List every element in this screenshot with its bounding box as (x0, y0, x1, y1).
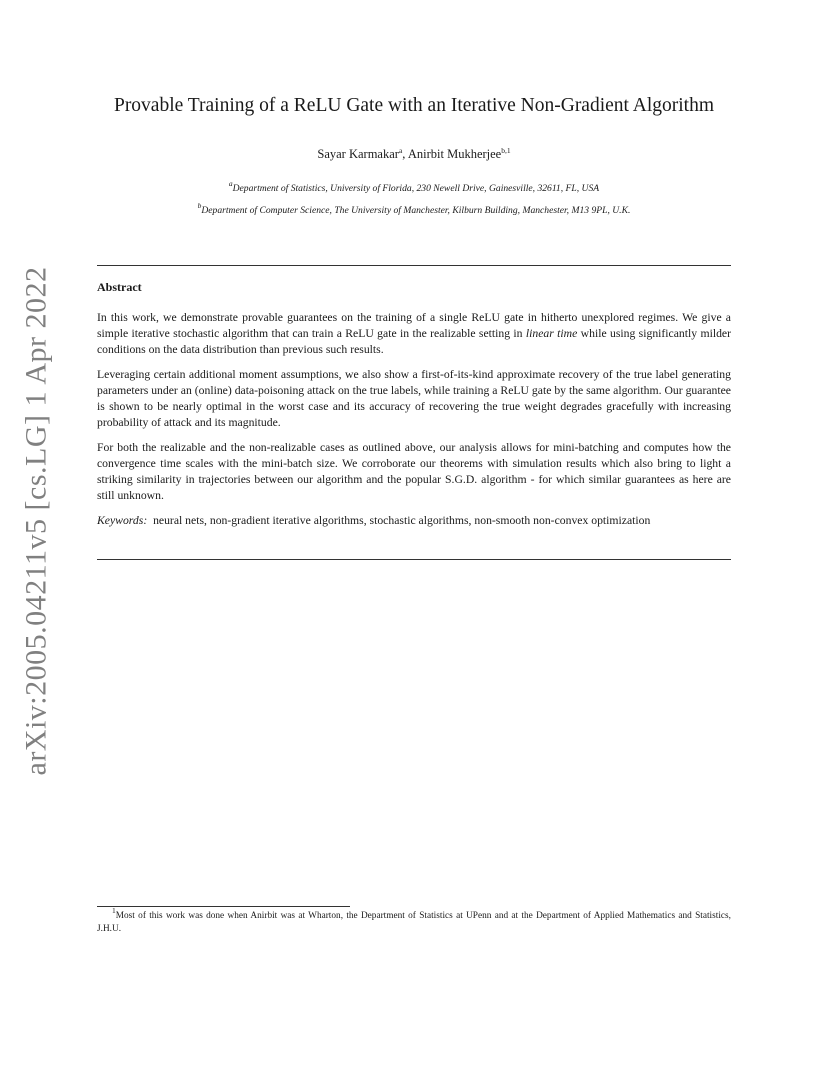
abstract-emphasis: linear time (525, 327, 578, 340)
abstract-body (97, 310, 731, 538)
footnote-marker: 1 (112, 906, 116, 915)
arxiv-identifier-text: arXiv:2005.04211v5 [cs.LG] 1 Apr 2022 (19, 266, 52, 776)
abstract-text: while using significantly milder conditions on the data distribution than previous such results. (97, 327, 731, 356)
affiliation-text: Department of Computer Science, The University of Manchester, Kilburn Building, Manchester, M13 9PL, U.K. (201, 205, 631, 216)
author-name: Anirbit Mukherjee (407, 147, 502, 161)
keywords-text: neural nets, non-gradient iterative algorithms, stochastic algorithms, non-smooth non-convex optimization (147, 514, 651, 527)
author-affiliation-marker: b,1 (501, 146, 511, 155)
abstract-text: In this work, we demonstrate provable guarantees on the training of a single ReLU gate in hitherto unexplored regimes. We give a simple iterative stochastic algorithm that can train a ReLU gate in the realizable setting in (97, 311, 731, 340)
author-separator: , (402, 147, 408, 161)
affiliation (97, 179, 731, 195)
footnote (97, 906, 731, 936)
footnote-text: Most of this work was done when Anirbit was at Wharton, the Department of Statistics at UPenn and at the Department of Applied Mathematics and Statistics, J.H.U. (97, 911, 731, 934)
affiliation-marker: b (197, 201, 202, 210)
author-affiliation-marker: a (398, 146, 403, 155)
keywords-label: Keywords: (97, 514, 148, 527)
affiliation-text: Department of Statistics, University of Florida, 230 Newell Drive, Gainesville, 32611, FL, USA (232, 183, 600, 194)
author-list (97, 146, 731, 162)
keywords (97, 513, 731, 529)
affiliation-marker: a (228, 179, 233, 188)
abstract-paragraph: Leveraging certain additional moment assumptions, we also show a first-of-its-kind approximate recovery of the true label generating parameters under an (online) data-poisoning attack on the true labels, while training a ReLU gate by the same algorithm. Our guarantee is shown to be nearly optimal in the worst case and its accuracy of recovering the true weight degrades gracefully with increasing probability of attack and its magnitude. (97, 368, 731, 429)
abstract-bottom-rule (97, 559, 731, 560)
abstract-top-rule (97, 265, 731, 266)
abstract-paragraph: For both the realizable and the non-realizable cases as outlined above, our analysis allows for mini-batching and computes how the convergence time scales with the mini-batch size. We corroborate our theorems with simulation results which also bring to light a striking similarity in trajectories between our algorithm and the popular S.G.D. algorithm - for which similar guarantees as here are still unknown. (97, 441, 731, 502)
abstract-heading: Abstract (97, 280, 142, 294)
footnote-rule (97, 906, 350, 907)
affiliation (97, 201, 731, 217)
paper-title: Provable Training of a ReLU Gate with an Iterative Non-Gradient Algorithm (113, 95, 715, 116)
arxiv-identifier (12, 266, 60, 776)
author-name: Sayar Karmakar (317, 147, 399, 161)
abstract-paragraph (97, 310, 731, 358)
